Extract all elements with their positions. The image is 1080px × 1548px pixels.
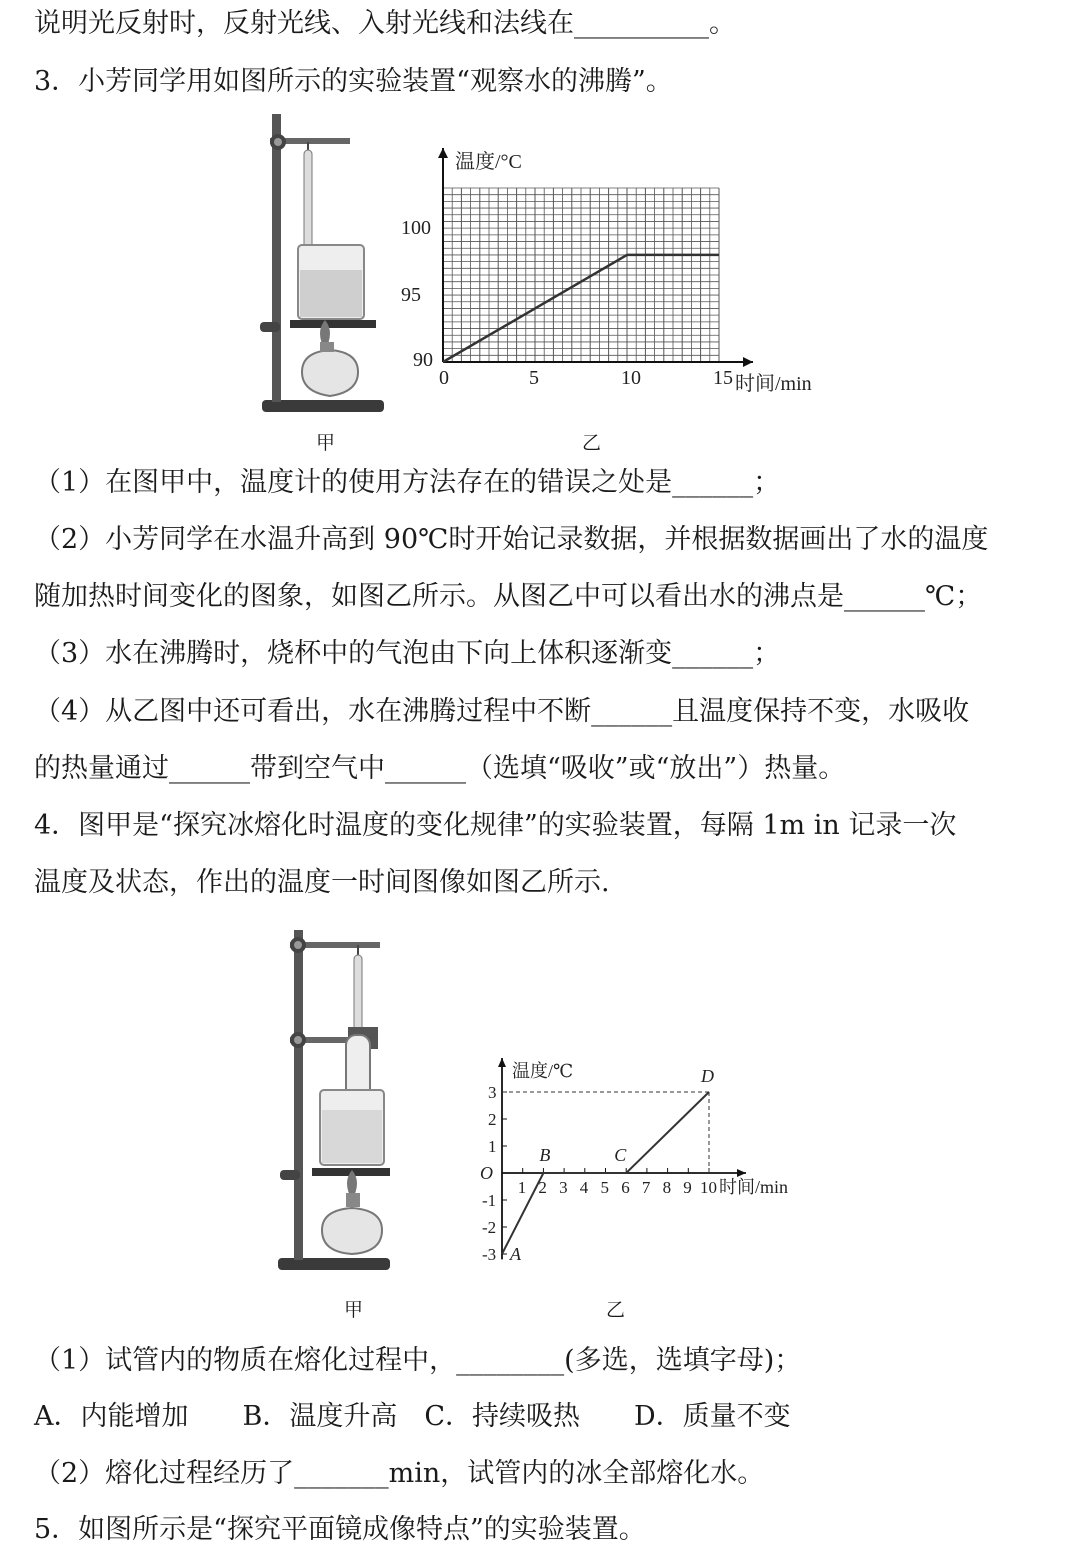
x-axis-label: 时间/min [719, 1177, 789, 1197]
x-axis-arrow [743, 357, 753, 367]
question-3-part-2b: 随加热时间变化的图象，如图乙所示。从图乙中可以看出水的沸点是______℃； [34, 581, 983, 612]
question-3-part-3: （3）水在沸腾时，烧杯中的气泡由下向上体积逐渐变______； [34, 638, 781, 669]
x-tick-label: 10 [700, 1178, 717, 1197]
y-tick-label: -1 [482, 1191, 497, 1210]
x-axis-label: 时间/min [735, 373, 812, 395]
point-label-b: B [539, 1145, 551, 1165]
question-5-title: 5．如图所示是“探究平面镜成像特点”的实验装置。 [34, 1514, 646, 1545]
y-tick-label: 1 [488, 1137, 497, 1156]
question-4-options: A．内能增加 B．温度升高 C．持续吸热 D．质量不变 [34, 1401, 791, 1432]
y-axis-arrow [498, 1058, 506, 1067]
y-tick-label: 2 [488, 1110, 497, 1129]
x-tick-label: 9 [683, 1178, 692, 1197]
figure-2-label-jia: 甲 [344, 1299, 364, 1321]
x-tick-label: 10 [621, 367, 641, 389]
question-4-title: 4．图甲是“探究冰熔化时温度的变化规律”的实验装置，每隔 1m in 记录一次 [34, 810, 957, 841]
melting-apparatus-figure [270, 925, 390, 1280]
x-tick-label: 2 [538, 1178, 547, 1197]
y-tick-label: 3 [488, 1083, 497, 1102]
y-tick-label: -2 [482, 1218, 497, 1237]
y-tick-label: -3 [482, 1245, 497, 1264]
question-3-part-4b: 的热量通过______带到空气中______（选填“吸收”或“放出”）热量。 [34, 753, 846, 784]
y-axis-label: 温度/°C [455, 151, 522, 173]
point-label-a: A [510, 1244, 521, 1264]
x-tick-label: 4 [579, 1178, 589, 1197]
point-label-c: C [614, 1145, 627, 1165]
x-tick-label: 7 [641, 1178, 651, 1197]
question-3-title: 3．小芳同学用如图所示的实验装置“观察水的沸腾”。 [34, 66, 673, 97]
question-4-title-2: 温度及状态，作出的温度一时间图像如图乙所示. [34, 867, 610, 898]
x-tick-label: 5 [529, 367, 539, 389]
x-tick-label: 6 [621, 1178, 630, 1197]
y-axis-label: 温度/℃ [512, 1061, 574, 1081]
question-4-part-2: （2）熔化过程经历了_______min，试管内的冰全部熔化水。 [34, 1458, 765, 1489]
figure-1-label-jia: 甲 [316, 432, 336, 454]
boiling-apparatus-figure [250, 110, 400, 420]
origin-label: O [480, 1163, 493, 1183]
x-tick-label: 3 [559, 1178, 568, 1197]
x-tick-label: 15 [713, 367, 733, 389]
x-tick-label: 1 [517, 1178, 527, 1197]
figure-2-label-yi: 乙 [606, 1299, 626, 1321]
question-4-part-1: （1）试管内的物质在熔化过程中，________(多选，选填字母)； [34, 1345, 802, 1376]
y-tick-label: 90 [413, 349, 433, 371]
melting-chart [460, 1050, 820, 1280]
question-3-part-1: （1）在图甲中，温度计的使用方法存在的错误之处是______； [34, 467, 781, 498]
x-axis-arrow [737, 1169, 746, 1177]
boiling-chart [395, 140, 835, 410]
question-3-part-2a: （2）小芳同学在水温升高到 90℃时开始记录数据，并根据数据画出了水的温度 [34, 524, 989, 555]
text-line-0: 说明光反射时，反射光线、入射光线和法线在__________。 [34, 8, 736, 39]
question-3-part-4a: （4）从乙图中还可看出，水在沸腾过程中不断______且温度保持不变，水吸收 [34, 696, 970, 727]
y-tick-label: 100 [401, 217, 431, 240]
point-label-d: D [701, 1066, 714, 1086]
x-tick-label: 5 [600, 1178, 609, 1197]
figure-1-label-yi: 乙 [582, 432, 602, 454]
y-axis-arrow [438, 148, 448, 158]
x-tick-label: 0 [439, 367, 449, 389]
x-tick-label: 8 [662, 1178, 672, 1197]
y-tick-label: 95 [401, 284, 421, 307]
